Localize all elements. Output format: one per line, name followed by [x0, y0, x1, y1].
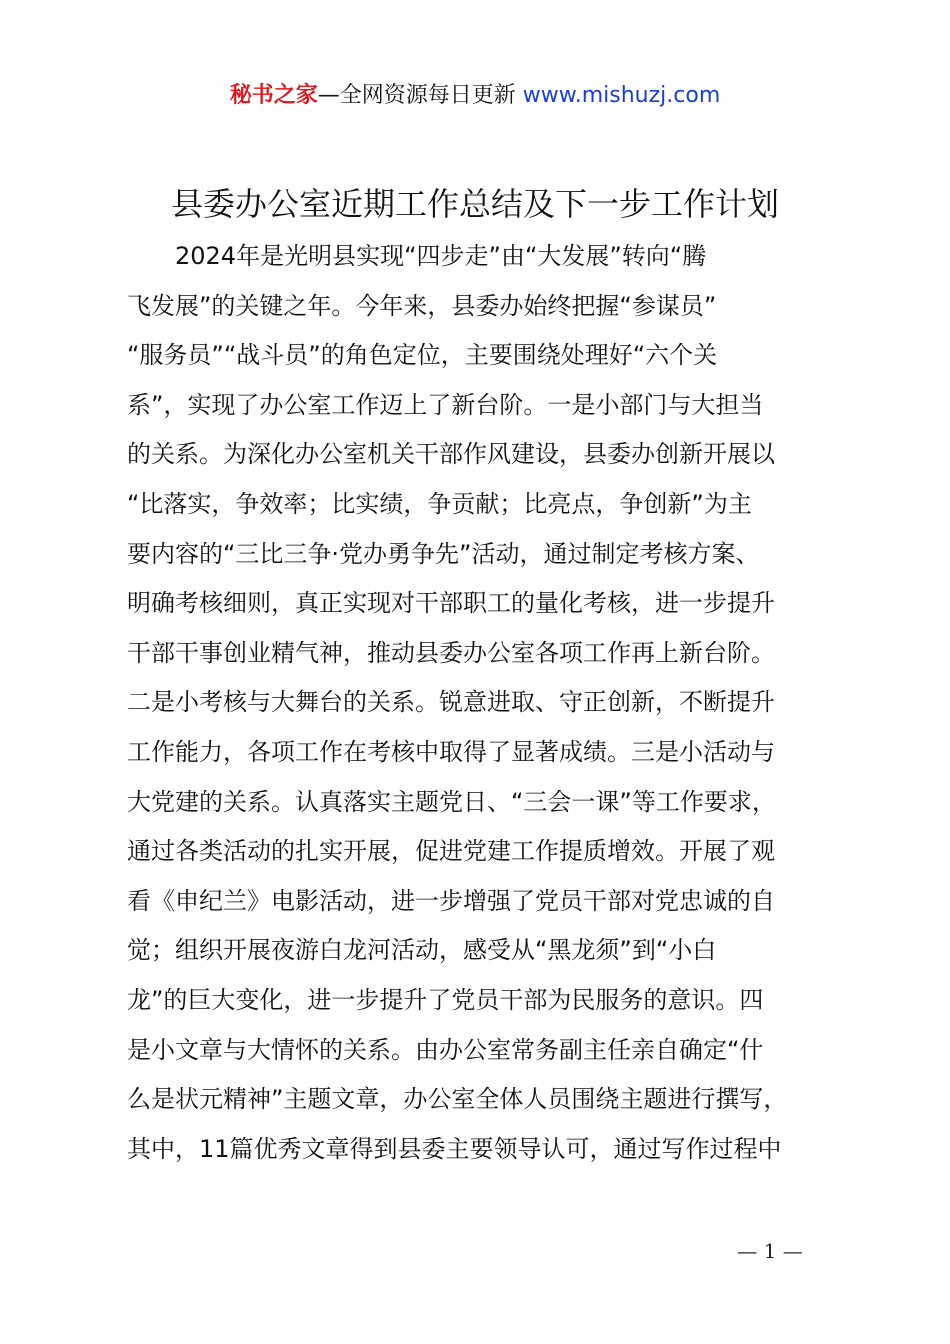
site-header	[0, 80, 950, 112]
body-line: 其中，11篇优秀文章得到县委主要领导认可，通过写作过程中	[127, 1134, 782, 1163]
document-title: 县委办公室近期工作总结及下一步工作计划	[170, 185, 779, 223]
site-url-link[interactable]: www.mishuzj.com	[522, 83, 721, 108]
body-line: 通过各类活动的扎实开展，促进党建工作提质增效。开展了观	[127, 837, 775, 866]
body-line: “服务员”“战斗员”的角色定位，主要围绕处理好“六个关	[127, 341, 718, 370]
body-line: 2024年是光明县实现“四步走”由“大发展”转向“腾	[127, 242, 707, 270]
site-tagline: —全网资源每日更新	[317, 83, 523, 108]
body-line: 龙”的巨大变化，进一步提升了党员干部为民服务的意识。四	[127, 985, 764, 1014]
body-line: 要内容的“三比三争·党办勇争先”活动，通过制定考核方案、	[127, 539, 760, 568]
body-line: “比落实，争效率；比实绩，争贡献；比亮点，争创新”为主	[127, 489, 752, 518]
body-line: 工作能力，各项工作在考核中取得了显著成绩。三是小活动与	[127, 737, 775, 766]
body-line: 明确考核细则，真正实现对干部职工的量化考核，进一步提升	[127, 589, 775, 618]
site-brand: 秘书之家	[229, 83, 318, 108]
body-line: 二是小考核与大舞台的关系。锐意进取、守正创新，不断提升	[127, 688, 775, 717]
body-line: 看《申纪兰》电影活动，进一步增强了党员干部对党忠诚的自	[127, 886, 775, 915]
body-line: 系”，实现了办公室工作迈上了新台阶。一是小部门与大担当	[127, 390, 764, 419]
body-line: 干部干事创业精气神，推动县委办公室各项工作再上新台阶。	[127, 638, 775, 667]
page-number: — 1 —	[737, 1239, 803, 1263]
body-line: 飞发展”的关键之年。今年来，县委办始终把握“参谋员”	[127, 291, 717, 320]
body-line: 么是状元精神”主题文章，办公室全体人员围绕主题进行撰写，	[127, 1085, 788, 1114]
body-line: 大党建的关系。认真落实主题党日、“三会一课”等工作要求，	[127, 787, 776, 816]
body-line: 是小文章与大情怀的关系。由办公室常务副主任亲自确定“什	[127, 1035, 764, 1064]
document-body	[127, 232, 827, 1174]
body-line: 的关系。为深化办公室机关干部作风建设，县委办创新开展以	[127, 440, 775, 469]
body-line: 觉；组织开展夜游白龙河活动，感受从“黑龙须”到“小白	[127, 936, 717, 965]
